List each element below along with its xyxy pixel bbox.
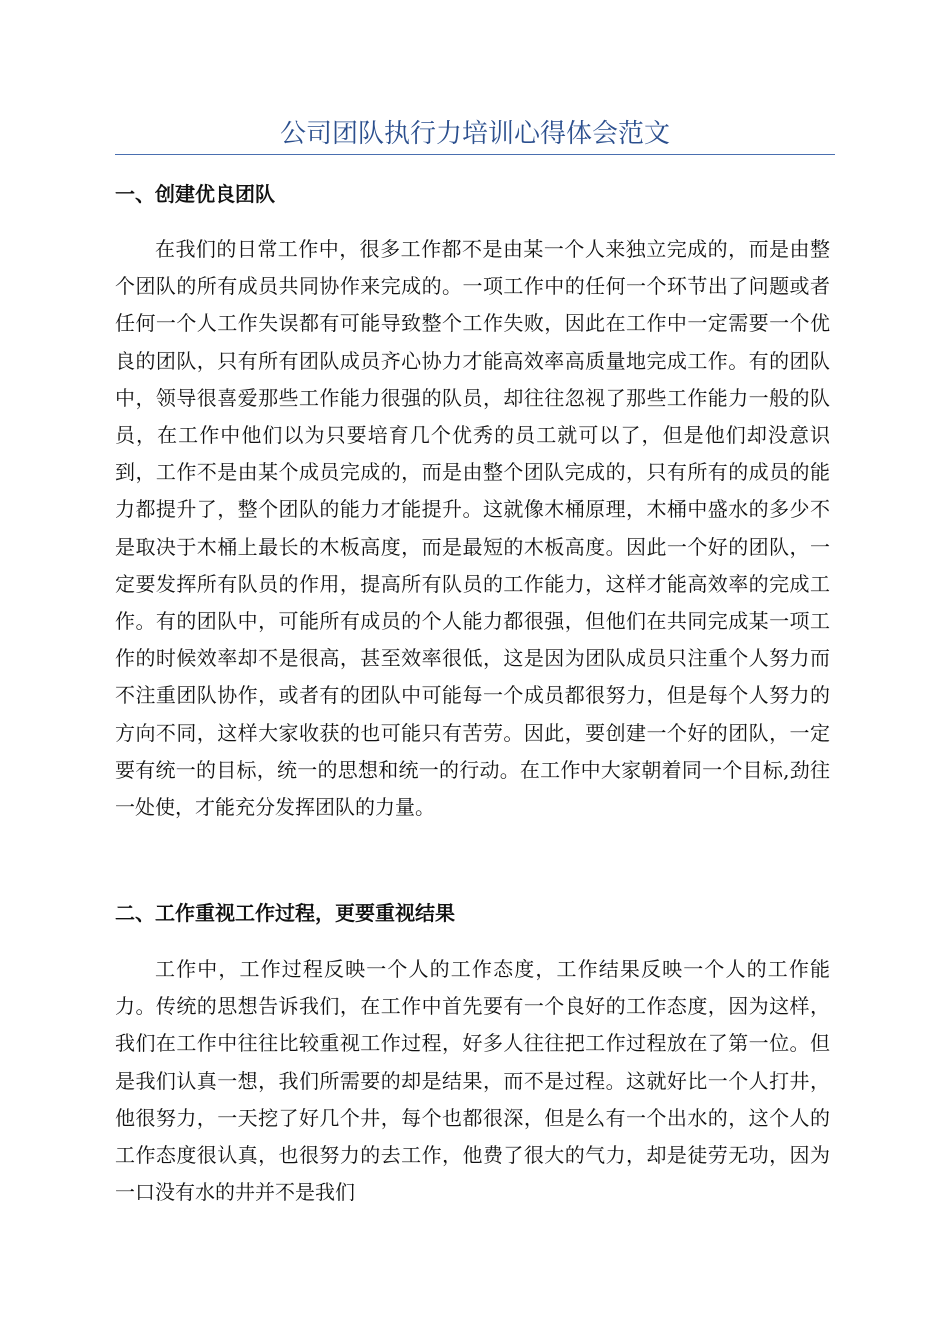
title-underline	[115, 154, 835, 155]
document-title: 公司团队执行力培训心得体会范文	[279, 119, 670, 149]
section-heading-1: 一、创建优良团队	[115, 182, 275, 206]
section-paragraph-1: 在我们的日常工作中，很多工作都不是由某一个人来独立完成的，而是由整个团队的所有成员共同协作来完成的。一项工作中的任何一个环节出了问题或者任何一个人工作失误都有可能导致整个工作失败，因此在工作中一定需要一个优良的团队，只有所有团队成员齐心协力才能高效率高质量地完成工作。有的团队中，领导很喜爱那些工作能力很强的队员，却往往忽视了那些工作能力一般的队员，在工作中他们以为只要培育几个优秀的员工就可以了，但是他们却没意识到，工作不是由某个成员完成的，而是由整个团队完成的，只有所有的成员的能力都提升了，整个团队的能力才能提升。这就像木桶原理，木桶中盛水的多少不是取决于木桶上最长的木板高度，而是最短的木板高度。因此一个好的团队，一定要发挥所有队员的作用，提高所有队员的工作能力，这样才能高效率的完成工作。有的团队中，可能所有成员的个人能力都很强，但他们在共同完成某一项工作的时候效率却不是很高，甚至效率很低，这是因为团队成员只注重个人努力而不注重团队协作，或者有的团队中可能每一个成员都很努力，但是每个人努力的方向不同，这样大家收获的也可能只有苦劳。因此，要创建一个好的团队，一定要有统一的目标，统一的思想和统一的行动。在工作中大家朝着同一个目标,劲往一处使，才能充分发挥团队的力量。	[115, 237, 830, 820]
section-paragraph-2: 工作中，工作过程反映一个人的工作态度，工作结果反映一个人的工作能力。传统的思想告诉我们，在工作中首先要有一个良好的工作态度，因为这样，我们在工作中往往比较重视工作过程，好多人往往把工作过程放在了第一位。但是我们认真一想，我们所需要的却是结果，而不是过程。这就好比一个人打井，他很努力，一天挖了好几个井，每个也都很深，但是么有一个出水的，这个人的工作态度很认真，也很努力的去工作，他费了很大的气力，却是徒劳无功，因为一口没有水的井并不是我们	[115, 957, 830, 1205]
section-heading-2: 二、工作重视工作过程，更要重视结果	[115, 901, 455, 925]
